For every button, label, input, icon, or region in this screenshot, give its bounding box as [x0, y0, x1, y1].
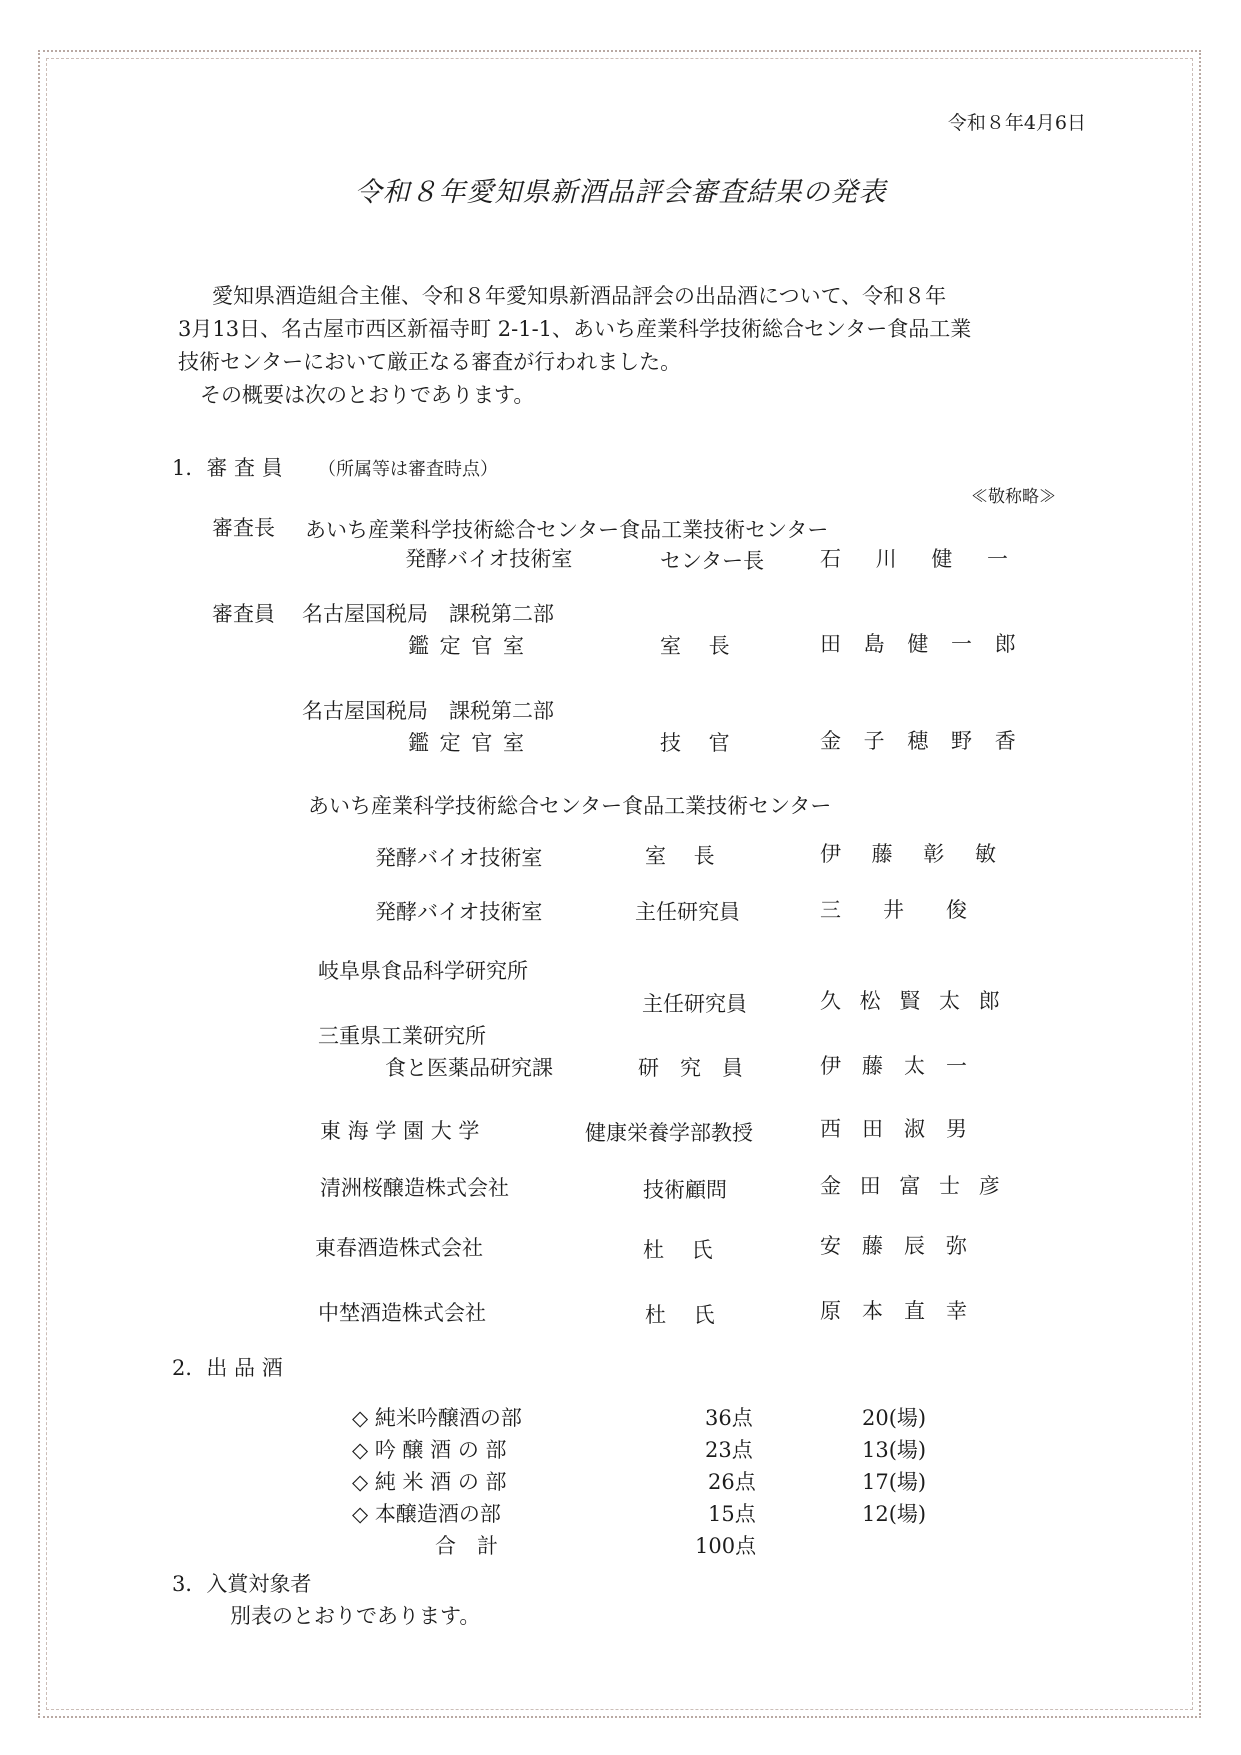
section1-note: （所属等は審査時点） — [318, 459, 498, 480]
section2-heading: 2．出 品 酒 — [172, 1356, 283, 1380]
section1-heading: 1．審 査 員 — [172, 456, 283, 480]
exhibit-points: 23点 — [705, 1438, 753, 1462]
member-org: 東春酒造株式会社 — [315, 1236, 483, 1260]
member-org: 名古屋国税局 課税第二部 — [302, 602, 554, 626]
document-title: 令和８年愛知県新酒品評会審査結果の発表 — [354, 177, 887, 208]
members-role: 審査員 — [212, 602, 275, 626]
member-dept: 発酵バイオ技術室 — [375, 900, 543, 924]
member-org: あいち産業科学技術総合センター食品工業技術センター — [308, 794, 832, 818]
exhibit-points: 36点 — [705, 1406, 753, 1430]
exhibit-category: ◇ 本醸造酒の部 — [352, 1502, 501, 1526]
member-org: 清洲桜醸造株式会社 — [320, 1176, 509, 1200]
member-org: 三重県工業研究所 — [318, 1024, 486, 1048]
exhibit-category: ◇ 純米吟醸酒の部 — [352, 1406, 522, 1430]
member-name: 原 本 直 幸 — [820, 1299, 967, 1323]
section3-text: 別表のとおりであります。 — [230, 1604, 481, 1628]
member-org: 中埜酒造株式会社 — [318, 1301, 486, 1325]
member-position: 技 官 — [660, 731, 730, 755]
member-position: 研 究 員 — [638, 1056, 743, 1080]
exhibit-breweries: 13(場) — [862, 1438, 927, 1462]
chief-position: センター長 — [660, 549, 765, 573]
exhibit-breweries: 12(場) — [862, 1502, 927, 1526]
document-date: 令和８年4月6日 — [947, 112, 1086, 134]
member-position: 健康栄養学部教授 — [585, 1121, 753, 1145]
honorific-note: ≪敬称略≫ — [971, 487, 1056, 507]
member-dept: 鑑 定 官 室 — [408, 731, 527, 755]
member-name: 三 井 俊 — [820, 898, 967, 922]
exhibit-total-points: 100点 — [695, 1534, 757, 1558]
intro-line: 3月13日、名古屋市西区新福寺町 2-1-1、あいち産業科学技術総合センター食品工業 — [178, 317, 972, 341]
member-position: 室 長 — [660, 634, 730, 658]
intro-line: その概要は次のとおりであります。 — [200, 383, 535, 407]
member-org: 岐阜県食品科学研究所 — [318, 959, 528, 983]
chief-dept: 発酵バイオ技術室 — [405, 547, 573, 571]
member-position: 杜 氏 — [645, 1303, 715, 1327]
chief-role: 審査長 — [212, 516, 275, 540]
member-name: 久 松 賢 太 郎 — [820, 989, 1006, 1013]
member-name: 西 田 淑 男 — [820, 1117, 967, 1141]
member-name: 田 島 健 一 郎 — [820, 632, 1024, 656]
member-position: 杜 氏 — [643, 1238, 713, 1262]
member-position: 室 長 — [645, 844, 715, 868]
chief-org: あいち産業科学技術総合センター食品工業技術センター — [305, 518, 829, 542]
intro-paragraph — [178, 280, 1078, 412]
member-dept: 発酵バイオ技術室 — [375, 846, 543, 870]
member-dept: 鑑 定 官 室 — [408, 634, 527, 658]
member-org: 名古屋国税局 課税第二部 — [302, 699, 554, 723]
member-name: 金 田 富 士 彦 — [820, 1174, 1006, 1198]
member-name: 伊 藤 彰 敏 — [820, 842, 1009, 866]
section3-heading: 3．入賞対象者 — [172, 1572, 312, 1596]
intro-line: 愛知県酒造組合主催、令和８年愛知県新酒品評会の出品酒について、令和８年 — [212, 284, 947, 308]
exhibit-total-label: 合 計 — [435, 1534, 498, 1558]
member-dept: 食と医薬品研究課 — [385, 1056, 553, 1080]
exhibit-category: ◇ 吟 醸 酒 の 部 — [352, 1438, 507, 1462]
exhibit-category: ◇ 純 米 酒 の 部 — [352, 1470, 507, 1494]
member-position: 主任研究員 — [642, 992, 747, 1016]
member-org: 東 海 学 園 大 学 — [320, 1119, 480, 1143]
intro-line: 技術センターにおいて厳正なる審査が行われました。 — [178, 350, 682, 374]
chief-name: 石 川 健 一 — [820, 547, 1023, 571]
member-position: 主任研究員 — [635, 900, 740, 924]
exhibit-points: 15点 — [708, 1502, 756, 1526]
member-name: 伊 藤 太 一 — [820, 1054, 967, 1078]
member-name: 金 子 穂 野 香 — [820, 729, 1024, 753]
exhibit-breweries: 17(場) — [862, 1470, 927, 1494]
member-position: 技術顧問 — [643, 1178, 727, 1202]
exhibit-breweries: 20(場) — [862, 1406, 927, 1430]
member-name: 安 藤 辰 弥 — [820, 1234, 967, 1258]
exhibit-points: 26点 — [708, 1470, 756, 1494]
